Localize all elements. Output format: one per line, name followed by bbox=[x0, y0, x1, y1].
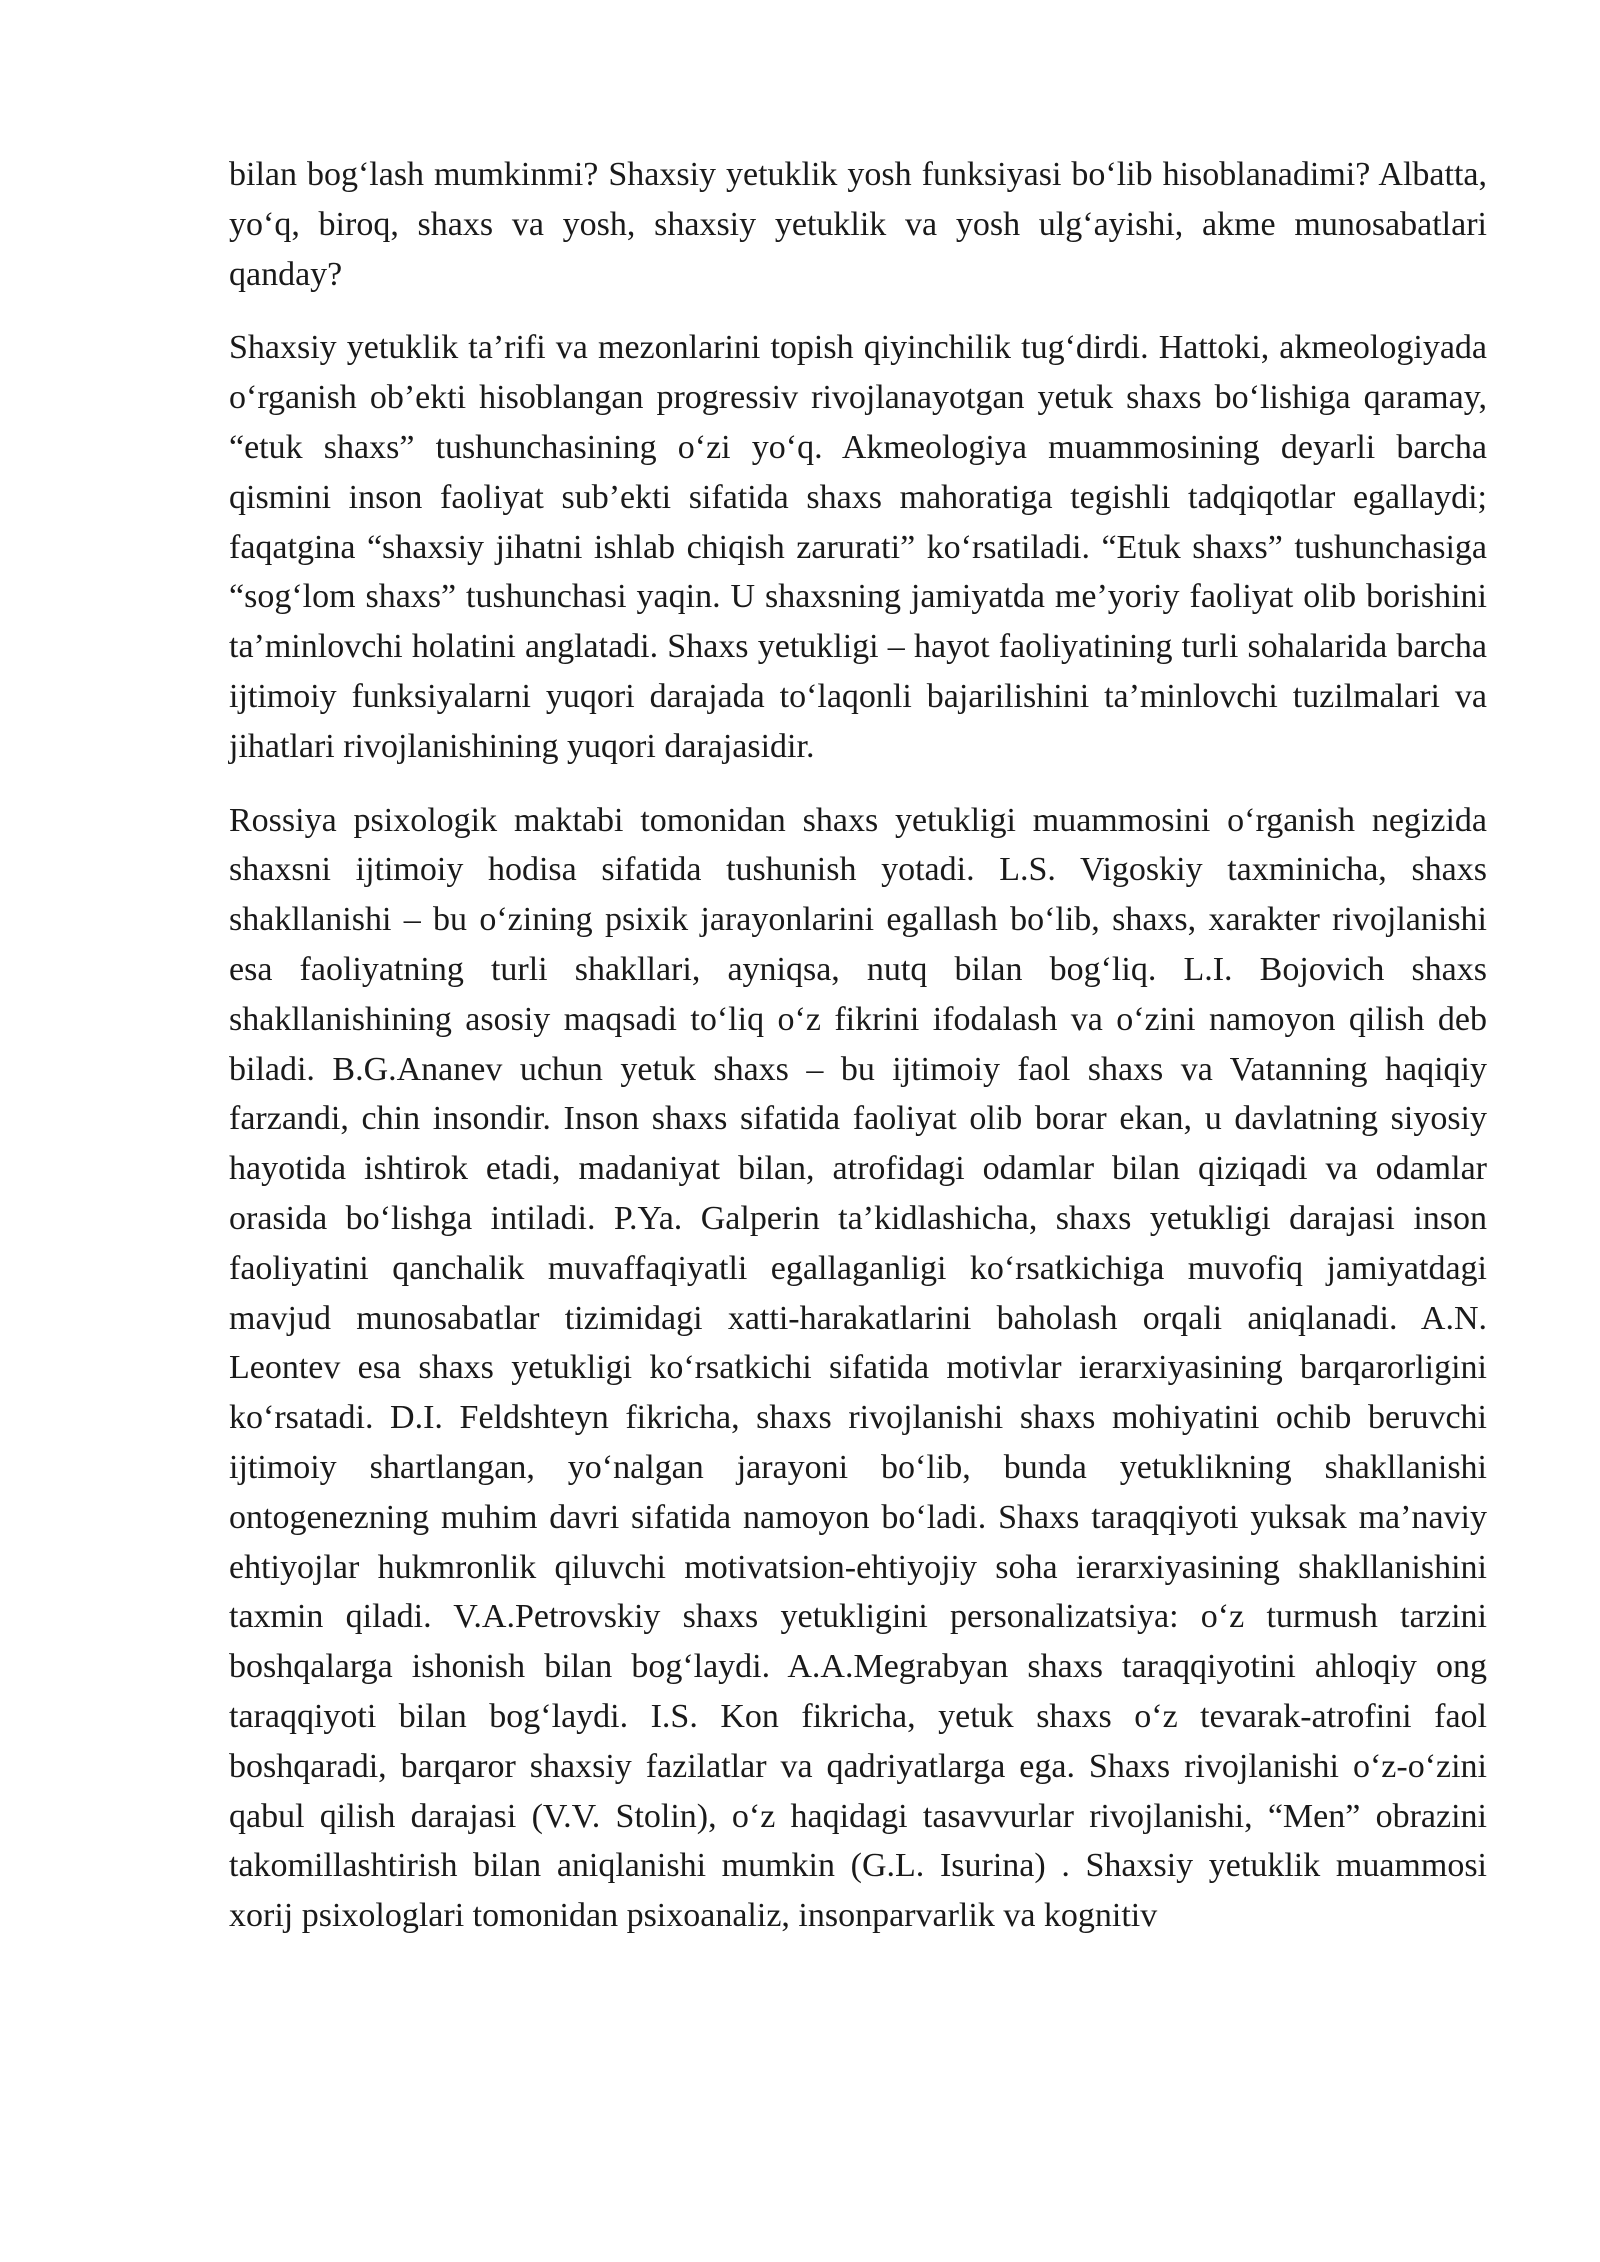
body-text bbox=[229, 150, 1487, 1965]
paragraph-3: Rossiya psixologik maktabi tomonidan shaxs yetukligi muammosini o‘rganish negizida shaxsni ijtimoiy hodisa sifatida tushunish yotadi. L.S. Vigoskiy taxminicha, shaxs shakllanishi – bu o‘zining psixik jarayonlarini egallash bo‘lib, shaxs, xarakter rivojlanishi esa faoliyatning turli shakllari, ayniqsa, nutq bilan bog‘liq. L.I. Bojovich shaxs shakllanishining asosiy maqsadi to‘liq o‘z fikrini ifodalash va o‘zini namoyon qilish deb biladi. B.G.Ananev uchun yetuk shaxs – bu ijtimoiy faol shaxs va Vatanning haqiqiy farzandi, chin insondir. Inson shaxs sifatida faoliyat olib borar ekan, u davlatning siyosiy hayotida ishtirok etadi, madaniyat bilan, atrofidagi odamlar bilan qiziqadi va odamlar orasida bo‘lishga intiladi. P.Ya. Galperin ta’kidlashicha, shaxs yetukligi darajasi inson faoliyatini qanchalik muvaffaqiyatli egallaganligi ko‘rsatkichiga muvofiq jamiyatdagi mavjud munosabatlar tizimidagi xatti-harakatlarini baholash orqali aniqlanadi. A.N. Leontev esa shaxs yetukligi ko‘rsatkichi sifatida motivlar ierarxiyasining barqarorligini ko‘rsatadi. D.I. Feldshteyn fikricha, shaxs rivojlanishi shaxs mohiyatini ochib beruvchi ijtimoiy shartlangan, yo‘nalgan jarayoni bo‘lib, bunda yetuklikning shakllanishi ontogenezning muhim davri sifatida namoyon bo‘ladi. Shaxs taraqqiyoti yuksak ma’naviy ehtiyojlar hukmronlik qiluvchi motivatsion-ehtiyojiy soha ierarxiyasining shakllanishini taxmin qiladi. V.A.Petrovskiy shaxs yetukligini personalizatsiya: o‘z turmush tarzini boshqalarga ishonish bilan bog‘laydi. A.A.Megrabyan shaxs taraqqiyotini ahloqiy ong taraqqiyoti bilan bog‘laydi. I.S. Kon fikricha, yetuk shaxs o‘z tevarak-atrofini faol boshqaradi, barqaror shaxsiy fazilatlar va qadriyatlarga ega. Shaxs rivojlanishi o‘z-o‘zini qabul qilish darajasi (V.V. Stolin), o‘z haqidagi tasavvurlar rivojlanishi, “Men” obrazini takomillashtirish bilan aniqlanishi mumkin (G.L. Isurina) . Shaxsiy yetuklik muammosi xorij psixologlari tomonidan psixoanaliz, insonparvarlik va kognitiv bbox=[229, 801, 1487, 1935]
paragraph-2: Shaxsiy yetuklik ta’rifi va mezonlarini topish qiyinchilik tug‘dirdi. Hattoki, akmeologiyada o‘rganish ob’ekti hisoblangan progressiv rivojlanayotgan yetuk shaxs bo‘lishiga qaramay, “etuk shaxs” tushunchasining o‘zi yo‘q. Akmeologiya muammosining deyarli barcha qismini inson faoliyat sub’ekti sifatida shaxs mahoratiga tegishli tadqiqotlar egallaydi; faqatgina “shaxsiy jihatni ishlab chiqish zarurati” ko‘rsatiladi. “Etuk shaxs” tushunchasiga “sog‘lom shaxs” tushunchasi yaqin. U shaxsning jamiyatda me’yoriy faoliyat olib borishini ta’minlovchi holatini anglatadi. Shaxs yetukligi – hayot faoliyatining turli sohalarida barcha ijtimoiy funksiyalarni yuqori darajada to‘laqonli bajarilishini ta’minlovchi tuzilmalari va jihatlari rivojlanishining yuqori darajasidir. bbox=[229, 329, 1487, 765]
paragraph-1: bilan bog‘lash mumkinmi? Shaxsiy yetuklik yosh funksiyasi bo‘lib hisoblanadimi? Albatta, yo‘q, biroq, shaxs va yosh, shaxsiy yetuklik va yosh ulg‘ayishi, akme munosabatlari qanday? bbox=[229, 156, 1487, 293]
